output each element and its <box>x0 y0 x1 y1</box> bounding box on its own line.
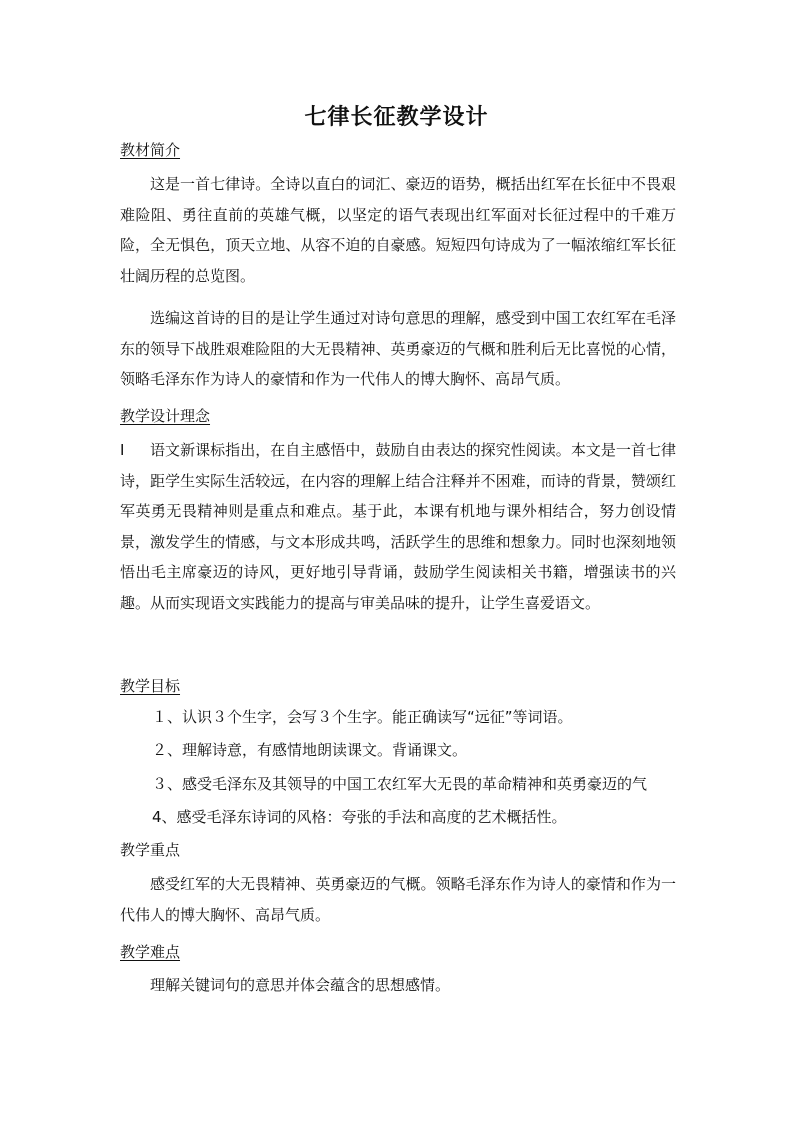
document-title: 七律长征教学设计 <box>304 104 489 130</box>
goal-item-4: 4、感受毛泽东诗词的风格：夸张的手法和高度的艺术概括性。 <box>152 808 567 826</box>
heading-goals: 教学目标 <box>120 677 181 695</box>
concept-text: 语文新课标指出，在自主感悟中，鼓励自由表达的探究性阅读。本文是一首七律诗，距学生实际生活较远，在内容的理解上结合注释并不困难，而诗的背景，赞颂红军英勇无畏精神则是重点和难点。基于此，本课有机地与课外相结合，努力创设情景，激发学生的情感，与文本形成共鸣，活跃学生的思维和想象力。同时也深刻地领悟出毛主席豪迈的诗风，更好地引导背诵，鼓励学生阅读相关书籍，增强读书的兴趣。从而实现语文实践能力的提高与审美品味的提升，让学生喜爱语文。 <box>120 441 676 612</box>
heading-concept: 教学设计理念 <box>120 407 211 425</box>
heading-difficulties: 教学难点 <box>120 943 181 961</box>
goal-item-2: ２、理解诗意，有感情地朗读课文。背诵课文。 <box>152 741 468 759</box>
key-points-paragraph: 感受红军的大无畏精神、英勇豪迈的气概。领略毛泽东作为诗人的豪情和作为一代伟人的博大胸怀、高昂气质。 <box>120 875 676 924</box>
heading-key-points: 教学重点 <box>120 841 181 859</box>
intro-paragraph-2: 选编这首诗的目的是让学生通过对诗句意思的理解，感受到中国工农红军在毛泽东的领导下战胜艰难险阻的大无畏精神、英勇豪迈的气概和胜利后无比喜悦的心情，领略毛泽东作为诗人的豪情和作为一代伟人的博大胸怀、高昂气质。 <box>120 309 676 388</box>
goal-item-1: １、认识３个生字，会写３个生字。能正确读写“远征”等词语。 <box>152 708 573 726</box>
goal-item-3: ３、感受毛泽东及其领导的中国工农红军大无畏的革命精神和英勇豪迈的气 <box>152 775 648 793</box>
concept-marker: I <box>120 441 125 459</box>
heading-intro: 教材简介 <box>120 141 181 159</box>
intro-paragraph-1: 这是一首七律诗。全诗以直白的词汇、豪迈的语势，概括出红军在长征中不畏艰难险阻、勇往直前的英雄气概，以坚定的语气表现出红军面对长征过程中的千难万险，全无惧色，顶天立地、从容不迫的自豪感。短短四句诗成为了一幅浓缩红军长征壮阔历程的总览图。 <box>120 175 676 285</box>
concept-paragraph <box>120 435 676 618</box>
difficulties-paragraph: 理解关键词句的意思并体会蕴含的思想感情。 <box>150 976 451 994</box>
